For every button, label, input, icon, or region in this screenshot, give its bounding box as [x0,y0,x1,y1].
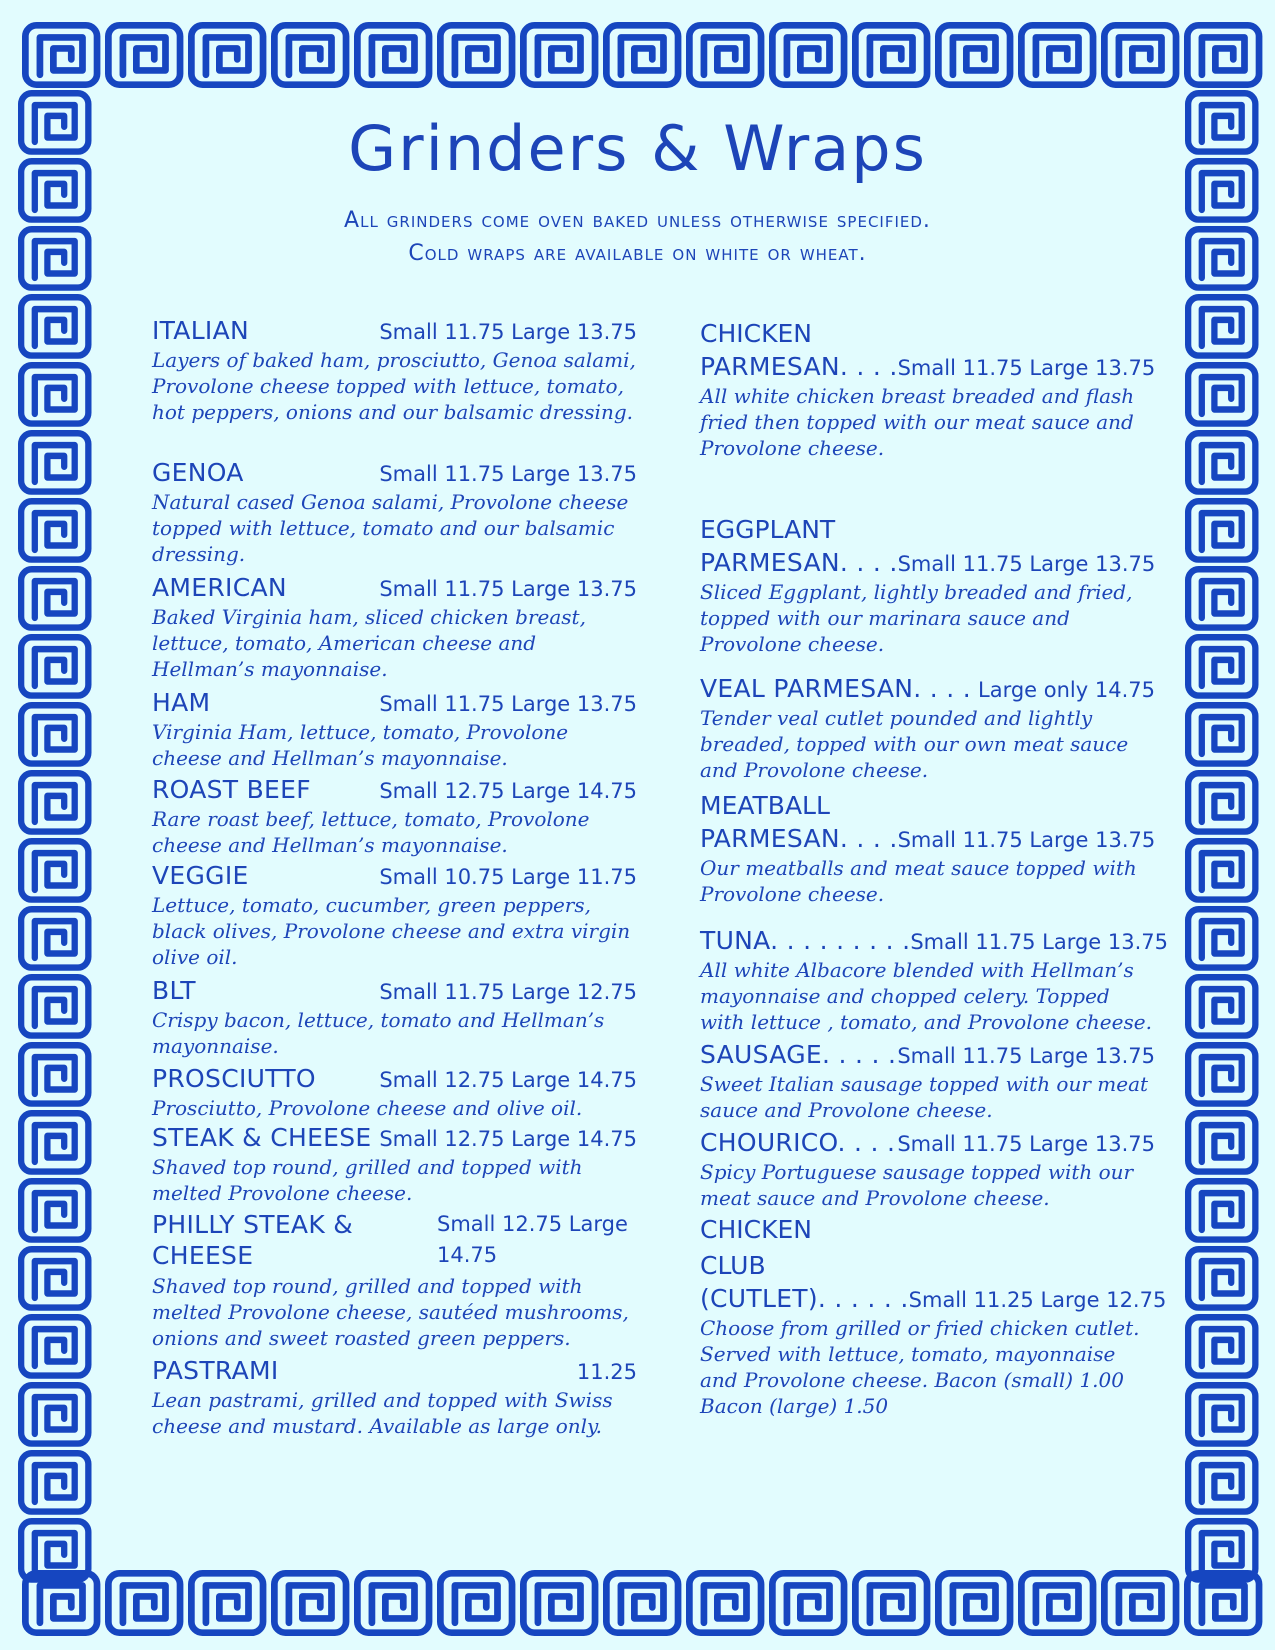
greek-key-tile [274,1573,346,1632]
greek-key-tile [855,25,927,84]
greek-key-tile [1188,365,1255,423]
greek-key-tile [1187,25,1259,84]
item-description: Baked Virginia ham, sliced chicken breast, lettuce, tomato, American cheese and Hellman’s mayonnaise. [152,605,586,681]
item-name: GENOA [152,458,244,487]
item-description: Spicy Portuguese sausage topped with our meat sauce and Provolone cheese. [700,1160,1134,1210]
item-description: Shaved top round, grilled and topped with melted Provolone cheese. [152,1155,583,1205]
item-price: Small 12.75 Large 14.75 [379,779,637,803]
greek-key-tile [21,1249,88,1307]
item-name: ITALIAN [152,316,250,345]
item-price: Small 11.75 Large 13.75 [897,356,1156,380]
greek-key-tile [21,1045,88,1103]
greek-key-tile [21,501,88,559]
item-name: STEAK & CHEESE [152,1123,372,1152]
greek-key-tile [1188,977,1255,1035]
item-description: Sliced Eggplant, lightly breaded and fried, topped with our marinara sauce and Provolone cheese. [700,580,1133,656]
item-price: Large only 14.75 [978,678,1155,702]
item-name: PASTRAMI [152,1356,279,1385]
item-name: VEGGIE [152,861,249,890]
item-name: PARMESAN. . . . [700,824,898,853]
greek-key-tile [606,25,678,84]
greek-key-tile [1188,1045,1255,1103]
menu-item-chicken-club [700,1212,1167,1419]
greek-key-tile [1188,1385,1255,1443]
item-name: BLT [152,976,196,1005]
menu-item-eggplant-parmesan [700,512,1155,657]
greek-key-tile [938,25,1010,84]
greek-key-tile [1188,569,1255,627]
greek-key-tile [21,1385,88,1443]
subtitle-wraps: Cold wraps are available on white or wheat. [408,241,867,266]
greek-key-tile [21,977,88,1035]
item-name: (CUTLET). . . . . . [700,1284,909,1313]
menu-item-philly-steak [152,1209,637,1351]
item-name: ROAST BEEF [152,775,311,804]
greek-key-tile [606,1573,678,1632]
menu-item-roast-beef [152,775,637,858]
menu-item-genoa [152,458,637,567]
item-description: Lettuce, tomato, cucumber, green peppers, black olives, Provolone cheese and extra virgin olive oil. [152,893,631,969]
item-description: Shaved top round, grilled and topped with melted Provolone cheese, sautéed mushrooms, onions and sweet roasted green peppers. [152,1274,629,1350]
menu-item-chicken-parmesan [700,316,1155,461]
greek-key-tile [25,25,97,84]
item-price: Small 10.75 Large 11.75 [379,865,637,889]
greek-key-tile [21,1453,88,1511]
item-price: Small 11.75 Large 13.75 [910,930,1168,954]
greek-key-tile [1188,637,1255,695]
greek-key-tile [523,1573,595,1632]
item-description: Crispy bacon, lettuce, tomato and Hellman’s mayonnaise. [152,1008,605,1058]
greek-key-tile [1188,1317,1255,1375]
menu-item-meatball-parmesan [700,788,1155,907]
greek-key-tile [108,25,180,84]
item-price: 11.25 [576,1360,637,1384]
menu-item-steak-cheese [152,1123,637,1206]
item-price: Small 11.75 Large 13.75 [897,1132,1155,1156]
subtitle-oven-baked: All grinders come oven baked unless otherwise specified. [344,208,931,233]
item-description: All white Albacore blended with Hellman’s mayonnaise and chopped celery. Topped with lettuce , tomato, and Provolone cheese. [700,958,1152,1034]
item-name-prefix: CLUB [700,1251,766,1280]
item-description: All white chicken breast breaded and flash fried then topped with our meat sauce and Provolone cheese. [700,384,1135,460]
item-description: Our meatballs and meat sauce topped with Provolone cheese. [700,856,1137,906]
greek-key-tile [357,25,429,84]
greek-key-tile [689,1573,761,1632]
item-price: Small 11.75 Large 13.75 [379,577,637,601]
greek-key-tile [772,25,844,84]
greek-key-tile [191,1573,263,1632]
greek-key-tile [1188,705,1255,763]
item-price: Small 11.75 Large 13.75 [897,1044,1155,1068]
greek-key-tile [108,1573,180,1632]
item-name-prefix: MEATBALL [700,791,830,820]
greek-key-tile [21,433,88,491]
menu-item-pastrami [152,1356,637,1439]
item-description: Layers of baked ham, prosciutto, Genoa salami, Provolone cheese topped with lettuce, tomato, hot peppers, onions and our balsamic dressing. [152,348,636,424]
greek-key-tile [1104,1573,1176,1632]
item-name: PHILLY STEAK & CHEESE [152,1210,354,1270]
greek-key-tile [1188,1181,1255,1239]
item-description: Virginia Ham, lettuce, tomato, Provolone cheese and Hellman’s mayonnaise. [152,720,569,770]
greek-key-tile [440,25,512,84]
menu-item-tuna [700,926,1168,1035]
item-description: Sweet Italian sausage topped with our meat sauce and Provolone cheese. [700,1072,1149,1122]
greek-key-tile [357,1573,429,1632]
menu-item-american [152,573,637,682]
greek-key-tile [689,25,761,84]
greek-key-tile [21,365,88,423]
greek-key-tile [440,1573,512,1632]
greek-key-tile [21,1317,88,1375]
item-name: PARMESAN. . . . [700,352,898,381]
menu-item-ham [152,688,637,771]
menu-item-sausage [700,1040,1155,1123]
item-price: Small 11.75 Large 13.75 [379,320,637,344]
item-description: Rare roast beef, lettuce, tomato, Provolone cheese and Hellman’s mayonnaise. [152,807,590,857]
greek-key-tile [1188,1113,1255,1171]
greek-key-tile [855,1573,927,1632]
greek-key-tile [21,569,88,627]
greek-key-tile [274,25,346,84]
item-name: CHOURICO. . . . [700,1128,896,1157]
item-name: HAM [152,688,211,717]
greek-key-tile [21,297,88,355]
item-name: VEAL PARMESAN. . . . [700,674,971,703]
item-description: Prosciutto, Provolone cheese and olive oil. [152,1096,583,1120]
item-price: Small 12.75 Large 14.75 [379,1127,637,1151]
greek-key-tile [21,1113,88,1171]
item-name-prefix: EGGPLANT [700,515,836,544]
greek-key-tile [938,1573,1010,1632]
greek-key-tile [1188,841,1255,899]
item-description: Lean pastrami, grilled and topped with Swiss cheese and mustard. Available as large only. [152,1388,613,1438]
item-price: Small 11.75 Large 13.75 [379,692,637,716]
menu-item-veggie [152,861,637,970]
item-description: Choose from grilled or fried chicken cutlet. Served with lettuce, tomato, mayonnaise and Provolone cheese. Bacon (small) 1.00 Bacon (large) 1.50 [700,1316,1140,1418]
menu-item-veal-parmesan [700,674,1155,783]
item-description: Natural cased Genoa salami, Provolone cheese topped with lettuce, tomato and our balsamic dressing. [152,490,629,566]
menu-item-blt [152,976,637,1059]
greek-key-tile [1021,25,1093,84]
item-name: TUNA. . . . . . . . . [700,926,911,955]
item-name: PARMESAN. . . . [700,548,898,577]
item-price: Small 11.75 Large 13.75 [379,462,637,486]
item-price: Small 12.75 Large 14.75 [437,1212,628,1267]
greek-key-tile [21,1181,88,1239]
item-price: Small 11.75 Large 12.75 [379,980,637,1004]
menu-item-italian [152,316,637,425]
item-name-prefix: CHICKEN [700,1215,812,1244]
greek-key-tile [1188,1453,1255,1511]
greek-key-tile [21,773,88,831]
greek-key-tile [191,25,263,84]
greek-key-tile [1188,1249,1255,1307]
greek-key-tile [1188,773,1255,831]
greek-key-tile [523,25,595,84]
greek-key-tile [1188,909,1255,967]
item-price: Small 11.25 Large 12.75 [908,1288,1167,1312]
greek-key-tile [21,841,88,899]
menu-item-chourico [700,1128,1155,1211]
menu-item-prosciutto [152,1064,637,1121]
greek-key-tile [772,1573,844,1632]
item-name: PROSCIUTTO [152,1064,316,1093]
greek-key-tile [21,909,88,967]
greek-key-tile [1104,25,1176,84]
item-description: Tender veal cutlet pounded and lightly breaded, topped with our own meat sauce and Provolone cheese. [700,706,1129,782]
greek-key-tile [1188,297,1255,355]
greek-key-tile [1021,1573,1093,1632]
greek-key-tile [21,705,88,763]
greek-key-tile [21,637,88,695]
item-name-prefix: CHICKEN [700,319,812,348]
item-name: AMERICAN [152,573,287,602]
page-title: Grinders & Wraps [348,112,927,185]
item-price: Small 11.75 Large 13.75 [897,552,1156,576]
greek-key-tile [1188,433,1255,491]
item-price: Small 11.75 Large 13.75 [897,828,1156,852]
greek-key-tile [1188,501,1255,559]
item-price: Small 12.75 Large 14.75 [379,1068,637,1092]
item-name: SAUSAGE. . . . . [700,1040,897,1069]
